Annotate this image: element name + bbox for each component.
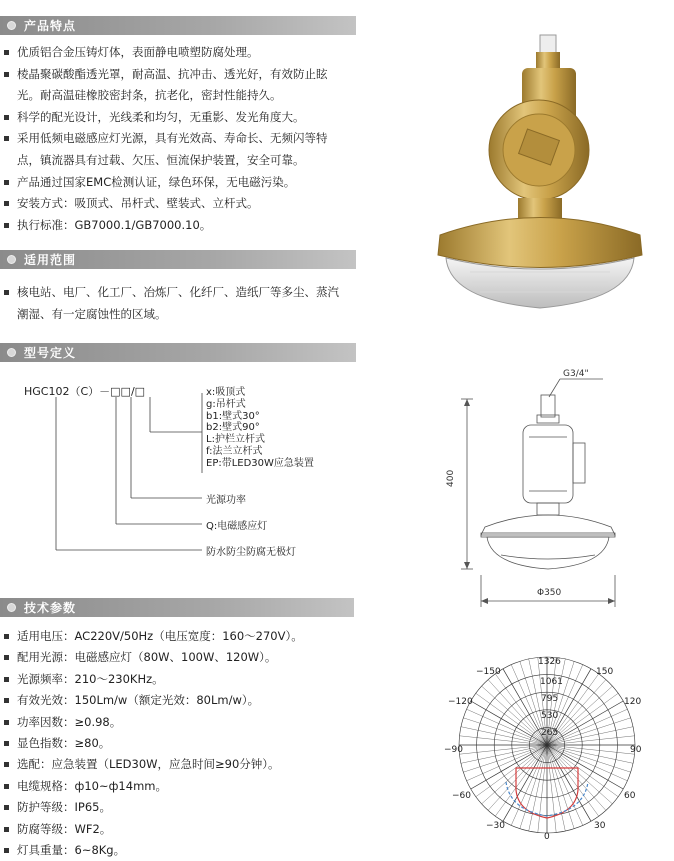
polar-spoke — [520, 745, 547, 829]
polar-ring-label: 530 — [541, 711, 559, 721]
list-item: 优质铝合金压铸灯体，表面静电喷塑防腐处理。 — [4, 42, 374, 64]
section-bar-features — [0, 16, 356, 35]
list-item: 光源频率：210～230KHz。 — [4, 669, 374, 690]
list-item: 安装方式：吸顶式、吊杆式、壁装式、立杆式。 — [4, 193, 374, 215]
polar-spoke — [547, 745, 606, 810]
polar-top-label: 1326 — [538, 657, 561, 667]
polar-angle-label: −120 — [448, 697, 473, 707]
polar-spoke — [476, 693, 547, 745]
list-item: 防腐等级：WF2。 — [4, 819, 374, 840]
polar-spoke — [495, 745, 547, 816]
section-title: 技术参数 — [24, 601, 77, 615]
section-bar-model — [0, 343, 356, 362]
list-item: 配用光源：电磁感应灯（80W、100W、120W）。 — [4, 647, 374, 668]
polar-spoke — [547, 745, 612, 804]
model-options — [206, 387, 314, 470]
polar-ring-label: 0 — [544, 832, 550, 842]
polar-spoke — [482, 745, 547, 804]
features-list — [4, 42, 374, 236]
list-item: 采用低频电磁感应灯光源，具有光效高、寿命长、无频闪等特 — [4, 128, 374, 150]
list-item: 执行标准：GB7000.1/GB7000.10。 — [4, 215, 374, 237]
model-q: Q:电磁感应灯 — [206, 521, 268, 532]
polar-spoke — [471, 701, 547, 745]
model-option: L:护栏立杆式 — [206, 434, 265, 446]
model-option: b2:壁式90° — [206, 422, 260, 434]
height-label: 400 — [446, 469, 456, 487]
thread-label: G3/4" — [563, 369, 589, 379]
polar-spoke — [476, 745, 547, 797]
polar-spoke — [482, 686, 547, 745]
list-item: 潮湿、有一定腐蚀性的区域。 — [17, 306, 167, 321]
polar-angle-label: 120 — [624, 697, 642, 707]
polar-spoke — [488, 680, 547, 745]
bullet-dot-icon — [7, 21, 16, 30]
list-item: 电缆规格：ф10~ф14mm。 — [4, 776, 374, 797]
polar-spoke — [547, 745, 623, 789]
polar-angle-label: −90 — [444, 745, 463, 755]
polar-angle-label: −150 — [476, 667, 501, 677]
list-item: 光。耐高温硅橡胶密封条，抗老化，密封性能持久。 — [17, 88, 282, 103]
model-power: 光源功率 — [206, 495, 246, 506]
polar-spoke — [547, 701, 623, 745]
polar-angle-label: −30 — [486, 821, 505, 831]
polar-spoke — [488, 745, 547, 810]
polar-angle-label: 150 — [596, 667, 614, 677]
section-title: 适用范围 — [24, 253, 77, 267]
list-item: 防护等级：IP65。 — [4, 797, 374, 818]
list-item: 显色指数：≥80。 — [4, 733, 374, 754]
polar-angle-label: −60 — [452, 791, 471, 801]
model-option: f:法兰立杆式 — [206, 445, 263, 457]
polar-spoke — [547, 727, 633, 745]
list-item: 灯具重量：6~8Kg。 — [4, 840, 374, 861]
list-item: 科学的配光设计，光线柔和均匀，无重影、发光角度大。 — [4, 107, 374, 129]
polar-angle-label: 90 — [630, 745, 642, 755]
section-bar-params — [0, 598, 354, 617]
scope-list — [4, 282, 374, 325]
model-option: x:吸顶式 — [206, 387, 246, 398]
params-list — [4, 626, 374, 861]
list-item: 产品通过国家EMC检测认证，绿色环保，无电磁污染。 — [4, 172, 374, 194]
polar-spoke — [547, 745, 599, 816]
section-title: 产品特点 — [24, 19, 77, 33]
polar-diagram — [440, 650, 665, 850]
polar-angle-label: 30 — [594, 821, 606, 831]
list-item: 有效光效：150Lm/w（额定光效：80Lm/w）。 — [4, 690, 374, 711]
model-code: HGC102（C）－□□/□ — [24, 385, 146, 398]
list-item: 功率因数：≥0.98。 — [4, 712, 374, 733]
list-item: 选配：应急装置（LED30W，应急时间≥90分钟）。 — [4, 754, 374, 775]
model-option: g:吊杆式 — [206, 398, 246, 410]
polar-ring-label: 795 — [541, 694, 559, 704]
model-type: 防水防尘防腐无极灯 — [206, 547, 296, 558]
polar-angle-label: 60 — [624, 791, 636, 801]
section-bar-scope — [0, 250, 356, 269]
polar-spoke — [461, 745, 547, 763]
polar-ring-label: 265 — [541, 728, 559, 738]
polar-spoke — [461, 727, 547, 745]
polar-spoke — [471, 745, 547, 789]
dimension-drawing — [445, 365, 660, 610]
polar-spoke — [547, 745, 591, 821]
polar-spoke — [547, 745, 574, 829]
list-item: 点，镇流器具有过载、欠压、恒流保护装置，安全可靠。 — [17, 152, 305, 167]
polar-spoke — [547, 745, 633, 763]
bullet-dot-icon — [7, 255, 16, 264]
model-option: b1:壁式30° — [206, 410, 260, 422]
list-item: 核电站、电厂、化工厂、冶炼厂、化纤厂、造纸厂等多尘、蒸汽 — [4, 282, 374, 304]
product-photo — [410, 30, 670, 320]
list-item: 棱晶聚碳酸酯透光罩，耐高温、抗冲击、透光好，有效防止眩 — [4, 64, 374, 86]
diameter-label: Φ350 — [537, 588, 562, 598]
bullet-dot-icon — [7, 603, 16, 612]
model-option: EP:带LED30W应急装置 — [206, 457, 314, 469]
list-item: 适用电压：AC220V/50Hz（电压宽度：160～270V）。 — [4, 626, 374, 647]
polar-ring-label: 1061 — [540, 677, 563, 687]
polar-spoke — [547, 745, 618, 797]
bullet-dot-icon — [7, 348, 16, 357]
polar-spoke — [547, 718, 631, 745]
polar-spoke — [529, 745, 547, 831]
polar-spoke — [547, 745, 565, 831]
polar-spoke — [503, 745, 547, 821]
section-title: 型号定义 — [24, 346, 77, 360]
polar-spoke — [463, 718, 547, 745]
